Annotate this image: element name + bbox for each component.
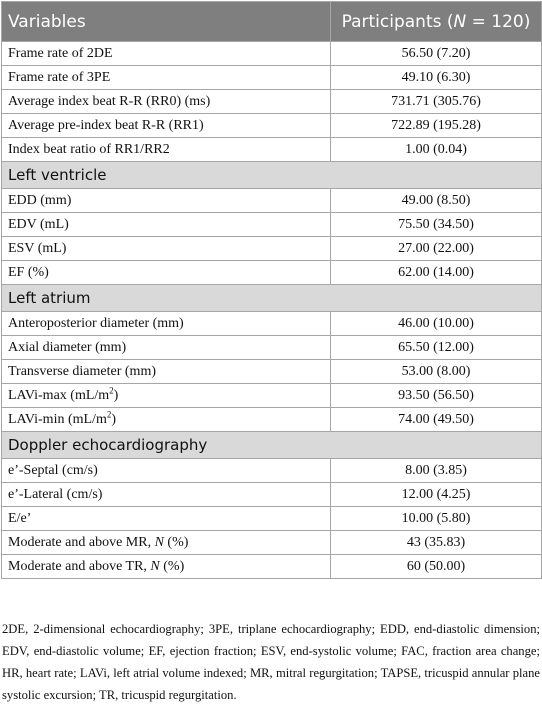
row-label: Frame rate of 3PE	[2, 66, 331, 90]
row-label: EDV (mL)	[2, 213, 331, 237]
row-label: e’-Septal (cm/s)	[2, 459, 331, 483]
section-title: Doppler echocardiography	[2, 432, 542, 459]
row-label	[2, 408, 331, 432]
table-row	[2, 66, 542, 90]
section-row-left-atrium	[2, 285, 542, 312]
row-label-text: LAVi-max (mL/m	[8, 387, 110, 403]
table-row	[2, 213, 542, 237]
table-row	[2, 408, 542, 432]
table-row	[2, 114, 542, 138]
row-value: 53.00 (8.00)	[331, 360, 542, 384]
table-row	[2, 189, 542, 213]
row-label: Anteroposterior diameter (mm)	[2, 312, 331, 336]
variables-header: Variables	[2, 2, 331, 42]
row-value: 49.10 (6.30)	[331, 66, 542, 90]
row-value: 62.00 (14.00)	[331, 261, 542, 285]
participants-header-suffix: = 120)	[466, 11, 531, 32]
row-label: Frame rate of 2DE	[2, 42, 331, 66]
table-row	[2, 384, 542, 408]
row-label-italic: N	[154, 534, 164, 550]
row-value: 60 (50.00)	[331, 555, 542, 579]
row-value: 65.50 (12.00)	[331, 336, 542, 360]
row-label-text: Moderate and above MR,	[8, 534, 155, 550]
table-row	[2, 555, 542, 579]
row-label-suffix: (%)	[159, 558, 185, 574]
table-row	[2, 237, 542, 261]
participants-header-n: N	[453, 11, 467, 32]
row-label-italic: N	[150, 558, 160, 574]
row-label-superscript: 2	[106, 408, 112, 419]
row-label: EDD (mm)	[2, 189, 331, 213]
row-value: 49.00 (8.50)	[331, 189, 542, 213]
table-row	[2, 336, 542, 360]
row-value: 74.00 (49.50)	[331, 408, 542, 432]
table-row	[2, 42, 542, 66]
row-label: Index beat ratio of RR1/RR2	[2, 138, 331, 162]
row-label: Average pre-index beat R-R (RR1)	[2, 114, 331, 138]
section-row-doppler	[2, 432, 542, 459]
row-label: Transverse diameter (mm)	[2, 360, 331, 384]
table-row	[2, 507, 542, 531]
table-row	[2, 531, 542, 555]
row-value: 12.00 (4.25)	[331, 483, 542, 507]
row-label: ESV (mL)	[2, 237, 331, 261]
row-value: 731.71 (305.76)	[331, 90, 542, 114]
row-label-suffix: )	[113, 387, 119, 403]
participants-header	[331, 2, 542, 42]
row-label: Axial diameter (mm)	[2, 336, 331, 360]
section-row-left-ventricle	[2, 162, 542, 189]
row-value: 10.00 (5.80)	[331, 507, 542, 531]
row-label-suffix: )	[111, 411, 117, 427]
row-value: 1.00 (0.04)	[331, 138, 542, 162]
row-label-superscript: 2	[109, 384, 114, 395]
participants-header-prefix: Participants (	[341, 11, 454, 32]
row-label: e’-Lateral (cm/s)	[2, 483, 331, 507]
row-label-text: Moderate and above TR,	[8, 558, 151, 574]
table-header-row	[2, 2, 542, 42]
table-footnote: 2DE, 2-dimensional echocardiography; 3PE, triplane echocardiography; EDD, end-diastolic dimension; EDV, end-diastolic volume; EF, ejection fraction; ESV, end-systolic volume; FAC, fraction area change; HR, heart rate; LAVi, left atrial volume indexed; MR, mitral regurgitation; TAPSE, tricuspid annular plane systolic excursion; TR, tricuspid regurgitation.	[2, 622, 540, 702]
row-value: 722.89 (195.28)	[331, 114, 542, 138]
row-label	[2, 384, 331, 408]
table-row	[2, 459, 542, 483]
table-row	[2, 138, 542, 162]
row-label-text: LAVi-min (mL/m	[8, 411, 107, 427]
row-value: 93.50 (56.50)	[331, 384, 542, 408]
row-label	[2, 555, 331, 579]
characteristics-table-container	[1, 1, 541, 579]
row-value: 56.50 (7.20)	[331, 42, 542, 66]
row-value: 75.50 (34.50)	[331, 213, 542, 237]
characteristics-table	[1, 1, 542, 579]
table-row	[2, 90, 542, 114]
section-title: Left atrium	[2, 285, 542, 312]
section-title: Left ventricle	[2, 162, 542, 189]
row-label: E/e’	[2, 507, 331, 531]
row-label-suffix: (%)	[163, 534, 189, 550]
row-value: 27.00 (22.00)	[331, 237, 542, 261]
row-value: 46.00 (10.00)	[331, 312, 542, 336]
table-row	[2, 360, 542, 384]
row-label	[2, 531, 331, 555]
row-label: Average index beat R-R (RR0) (ms)	[2, 90, 331, 114]
table-row	[2, 312, 542, 336]
table-row	[2, 261, 542, 285]
table-row	[2, 483, 542, 507]
row-value: 43 (35.83)	[331, 531, 542, 555]
row-value: 8.00 (3.85)	[331, 459, 542, 483]
row-label: EF (%)	[2, 261, 331, 285]
